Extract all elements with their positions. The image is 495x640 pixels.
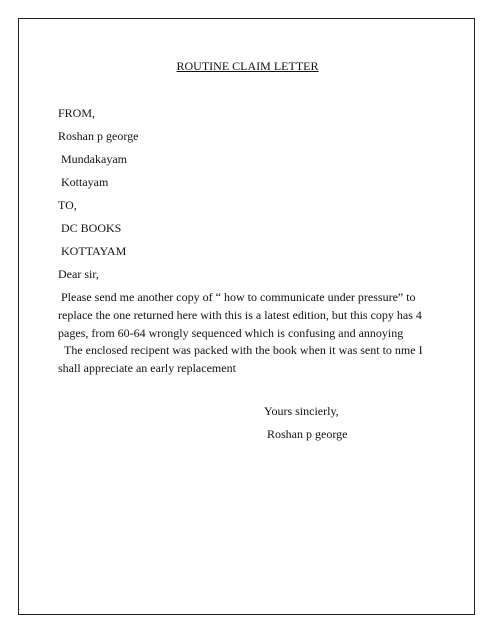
signature: Roshan p george: [264, 427, 348, 441]
sender-address-line-2: Kottayam: [58, 175, 109, 189]
sender-name: Roshan p george: [58, 129, 139, 143]
closing: Yours sincierly,: [264, 404, 339, 418]
body-paragraph-2: The enclosed recipent was packed with the book when it was sent to nme I shall appreciate an early replacement: [58, 343, 426, 375]
from-label: FROM,: [58, 106, 96, 120]
salutation: Dear sir,: [58, 267, 99, 281]
sender-address-line-1: Mundakayam: [58, 152, 127, 166]
recipient-name: DC BOOKS: [58, 221, 122, 235]
recipient-city: KOTTAYAM: [58, 244, 127, 258]
letter-title: ROUTINE CLAIM LETTER: [176, 59, 319, 73]
to-label: TO,: [58, 198, 77, 212]
body-paragraph-1: Please send me another copy of “ how to communicate under pressure” to replace the one returned here with this is a latest edition, but this copy has 4 pages, from 60-64 wrongly sequenced which is confusing and annoying: [58, 290, 425, 340]
